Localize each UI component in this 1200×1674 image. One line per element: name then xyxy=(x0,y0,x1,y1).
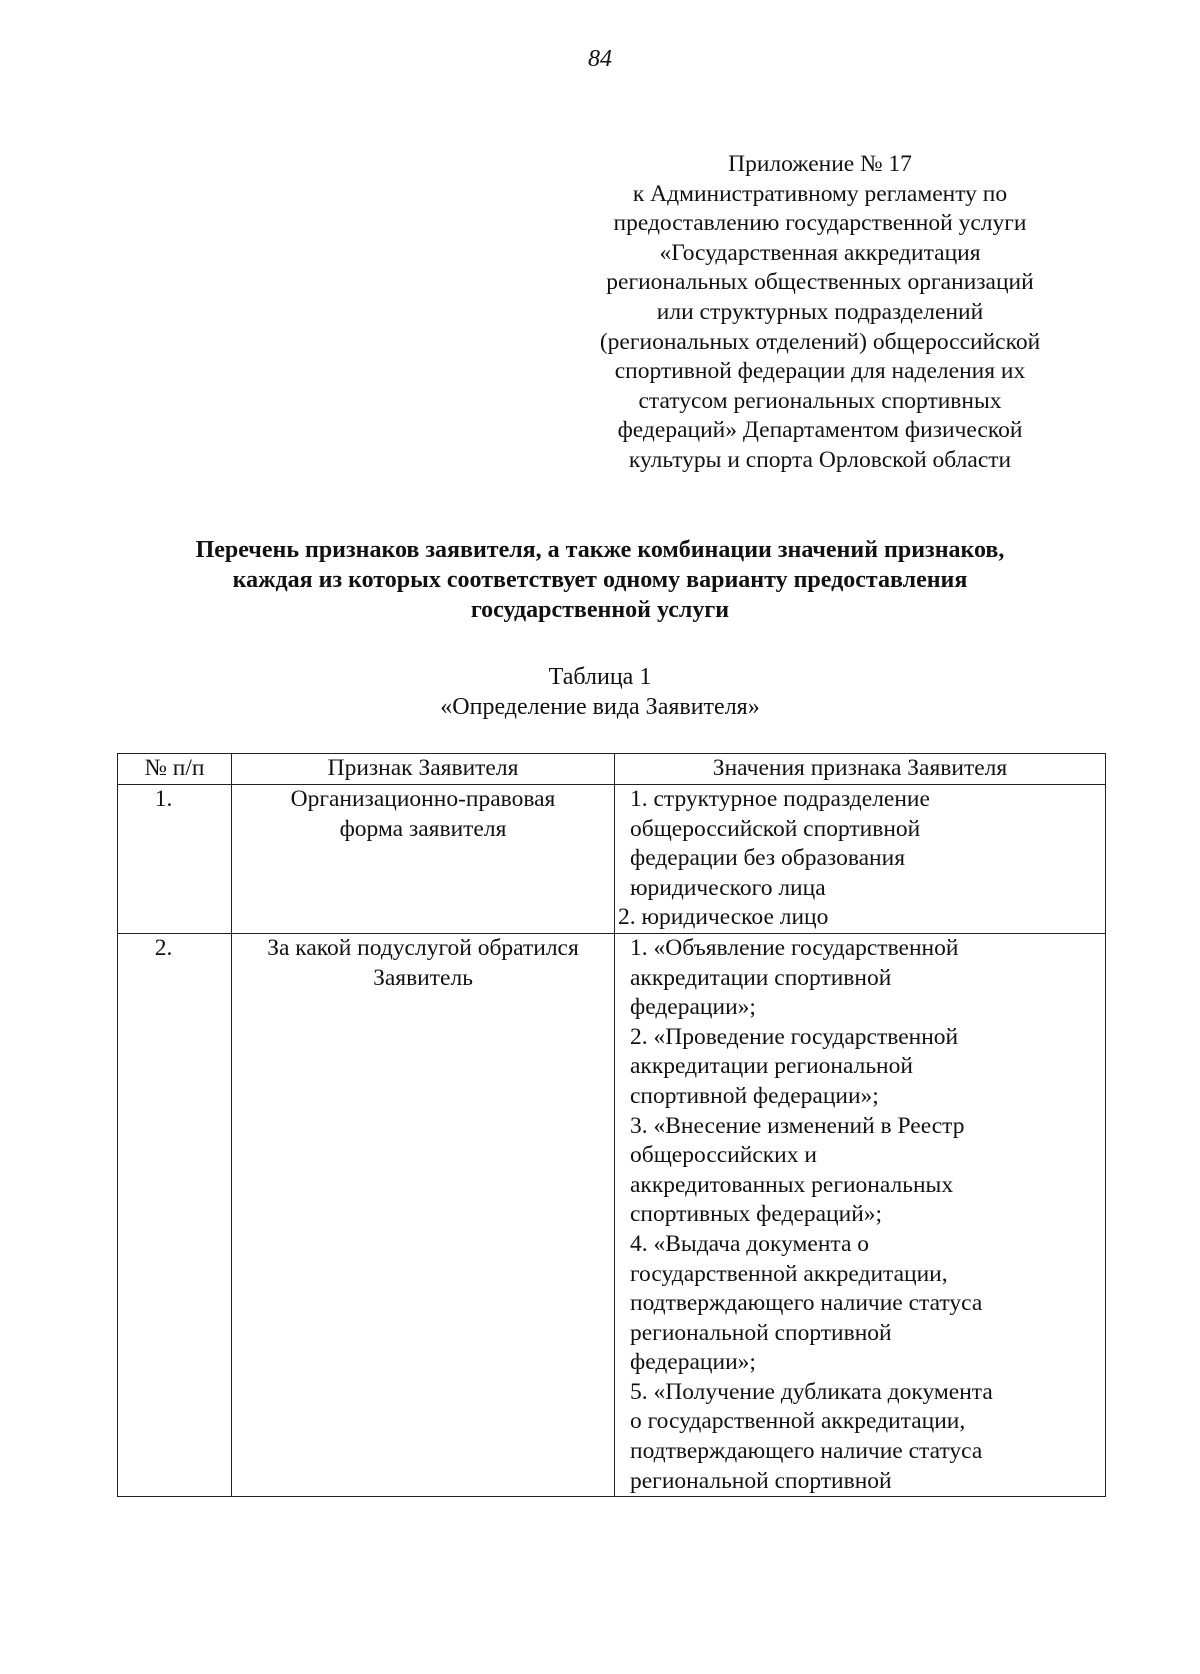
appendix-line: федераций» Департаментом физической xyxy=(617,417,1023,444)
row-values xyxy=(615,785,1106,934)
feature-line: За какой подуслугой обратился xyxy=(267,934,579,961)
value-line: региональной спортивной xyxy=(630,1467,892,1494)
value-line: аккредитации спортивной xyxy=(630,964,892,991)
value-line: подтверждающего наличие статуса xyxy=(630,1290,983,1317)
value-line: федерации»; xyxy=(630,994,756,1021)
document-title-line: Перечень признаков заявителя, а также комбинации значений признаков, xyxy=(195,537,1005,563)
appendix-line: Приложение № 17 xyxy=(728,151,912,177)
applicant-type-table xyxy=(117,753,1106,1497)
table-caption-name: «Определение вида Заявителя» xyxy=(440,694,760,720)
document-title-line: государственной услуги xyxy=(470,597,730,623)
appendix-line: или структурных подразделений xyxy=(656,298,984,325)
table-header-row xyxy=(118,754,1106,785)
appendix-line: статусом региональных спортивных xyxy=(638,387,1002,414)
header-num: № п/п xyxy=(118,754,232,785)
row-values xyxy=(615,933,1106,1496)
value-line: 2. юридическое лицо xyxy=(618,904,829,931)
value-line: 5. «Получение дубликата документа xyxy=(630,1378,993,1405)
row-num: 1. xyxy=(118,785,232,934)
row-feature xyxy=(232,933,615,1496)
value-line: аккредитованных региональных xyxy=(630,1171,954,1198)
appendix-line: (региональных отделений) общероссийской xyxy=(599,328,1041,355)
table-row xyxy=(118,933,1106,1496)
page-number: 84 xyxy=(588,46,612,72)
feature-line: Организационно-правовая xyxy=(290,786,556,812)
value-line: спортивных федераций»; xyxy=(630,1201,883,1228)
value-line: федерации»; xyxy=(630,1349,756,1376)
feature-line: форма заявителя xyxy=(339,815,507,842)
value-line: аккредитации региональной xyxy=(630,1053,913,1080)
value-line: 2. «Проведение государственной xyxy=(630,1023,959,1050)
document-title-line: каждая из которых соответствует одному варианту предоставления xyxy=(232,567,968,593)
table-caption xyxy=(0,662,1200,722)
value-line: государственной аккредитации, xyxy=(630,1260,948,1287)
value-line: юридического лица xyxy=(630,874,826,901)
value-line: 1. структурное подразделение xyxy=(630,786,930,812)
table-caption-label: Таблица 1 xyxy=(548,664,652,690)
header-values: Значения признака Заявителя xyxy=(615,754,1106,785)
appendix-header xyxy=(560,150,1080,476)
document-title xyxy=(80,535,1120,625)
appendix-line: спортивной федерации для наделения их xyxy=(614,358,1026,385)
row-num: 2. xyxy=(118,933,232,1496)
feature-line: Заявитель xyxy=(373,964,473,991)
value-line: 1. «Объявление государственной xyxy=(630,934,959,961)
value-line: о государственной аккредитации, xyxy=(630,1408,966,1435)
value-line: 4. «Выдача документа о xyxy=(630,1230,870,1257)
row-feature xyxy=(232,785,615,934)
value-line: федерации без образования xyxy=(630,845,906,872)
appendix-line: региональных общественных организаций xyxy=(606,269,1034,296)
table-row xyxy=(118,785,1106,934)
value-line: общероссийских и xyxy=(630,1142,817,1169)
value-line: 3. «Внесение изменений в Реестр xyxy=(630,1112,965,1139)
value-line: подтверждающего наличие статуса xyxy=(630,1438,983,1465)
appendix-line: предоставлению государственной услуги xyxy=(613,210,1027,237)
value-line: общероссийской спортивной xyxy=(630,815,921,842)
value-line: спортивной федерации»; xyxy=(630,1082,879,1109)
header-feature: Признак Заявителя xyxy=(232,754,615,785)
appendix-line: «Государственная аккредитация xyxy=(659,239,981,266)
value-line: региональной спортивной xyxy=(630,1319,892,1346)
appendix-line: культуры и спорта Орловской области xyxy=(628,446,1012,473)
appendix-line: к Административному регламенту по xyxy=(632,180,1008,207)
